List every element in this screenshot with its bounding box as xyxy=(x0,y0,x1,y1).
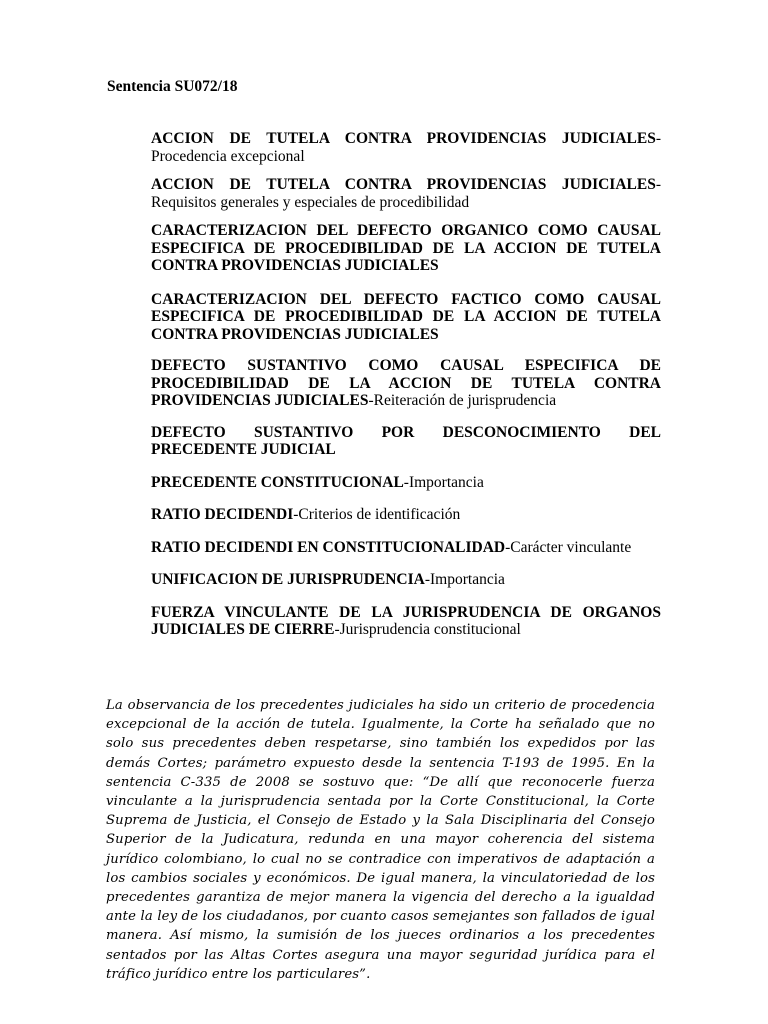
descriptor-entry xyxy=(151,604,661,639)
descriptor-entry xyxy=(151,571,661,589)
descriptor-entry xyxy=(151,176,661,211)
descriptor-entry xyxy=(151,506,661,524)
descriptor-heading: ACCION DE TUTELA CONTRA PROVIDENCIAS JUDICIALES xyxy=(151,130,656,147)
descriptor-entry xyxy=(151,474,661,492)
descriptor-entry xyxy=(151,424,661,459)
descriptor-subtitle: -Importancia xyxy=(424,571,505,588)
descriptor-entry xyxy=(151,357,661,410)
descriptor-subtitle: -Importancia xyxy=(403,473,484,491)
descriptor-subtitle: -Jurisprudencia constitucional xyxy=(334,621,521,638)
descriptor-entry xyxy=(151,291,661,344)
document-title: Sentencia SU072/18 xyxy=(107,78,238,95)
descriptor-heading: UNIFICACION DE JURISPRUDENCIA xyxy=(151,571,425,588)
descriptor-heading: PRECEDENTE CONSTITUCIONAL xyxy=(151,473,404,491)
descriptor-heading: RATIO DECIDENDI EN CONSTITUCIONALIDAD xyxy=(151,538,506,556)
descriptor-entry xyxy=(151,222,661,275)
descriptor-entry xyxy=(151,539,661,557)
descriptor-entry xyxy=(151,130,661,165)
descriptor-heading: DEFECTO SUSTANTIVO COMO CAUSAL ESPECIFICA DE PROCEDIBILIDAD DE LA ACCION DE TUTELA CONTRA PROVIDENCIAS JUDICIALES xyxy=(151,357,661,409)
descriptor-subtitle: -Carácter vinculante xyxy=(505,538,632,556)
descriptor-subtitle: -Procedencia excepcional xyxy=(151,130,661,165)
quote-paragraph: La observancia de los precedentes judiciales ha sido un criterio de procedencia excepcional de la acción de tutela. Igualmente, la Corte ha señalado que no solo sus precedentes deben respetarse, sino también los expedidos por las demás Cortes; parámetro expuesto desde la sentencia T-193 de 1995. En la sentencia C-335 de 2008 se sostuvo que: “De allí que reconocerle fuerza vinculante a la jurisprudencia sentada por la Corte Constitucional, la Corte Suprema de Justicia, el Consejo de Estado y la Sala Disciplinaria del Consejo Superior de la Judicatura, redunda en una mayor coherencia del sistema jurídico colombiano, lo cual no se contradice con imperativos de adaptación a los cambios sociales y económicos. De igual manera, la vinculatoriedad de los precedentes garantiza de mejor manera la vigencia del derecho a la igualdad ante la ley de los ciudadanos, por cuanto casos semejantes son fallados de igual manera. Así mismo, la sumisión de los jueces ordinarios a los precedentes sentados por las Altas Cortes asegura una mayor seguridad jurídica para el tráfico jurídico entre los particulares”. xyxy=(106,698,655,982)
descriptor-heading: CARACTERIZACION DEL DEFECTO FACTICO COMO CAUSAL ESPECIFICA DE PROCEDIBILIDAD DE LA ACCION DE TUTELA CONTRA PROVIDENCIAS JUDICIALES xyxy=(151,290,661,343)
descriptor-heading: FUERZA VINCULANTE DE LA JURISPRUDENCIA DE ORGANOS JUDICIALES DE CIERRE xyxy=(151,603,661,638)
descriptor-heading: DEFECTO SUSTANTIVO POR DESCONOCIMIENTO DEL PRECEDENTE JUDICIAL xyxy=(151,423,661,458)
descriptor-subtitle: -Reiteración de jurisprudencia xyxy=(368,392,557,409)
descriptor-heading: CARACTERIZACION DEL DEFECTO ORGANICO COMO CAUSAL ESPECIFICA DE PROCEDIBILIDAD DE LA ACCION DE TUTELA CONTRA PROVIDENCIAS JUDICIALES xyxy=(151,222,661,274)
descriptor-list xyxy=(151,130,661,650)
descriptor-subtitle: -Requisitos generales y especiales de procedibilidad xyxy=(151,176,661,211)
descriptor-subtitle: -Criterios de identificación xyxy=(293,506,461,523)
descriptor-heading: RATIO DECIDENDI xyxy=(151,506,294,523)
descriptor-heading: ACCION DE TUTELA CONTRA PROVIDENCIAS JUDICIALES xyxy=(151,176,656,193)
